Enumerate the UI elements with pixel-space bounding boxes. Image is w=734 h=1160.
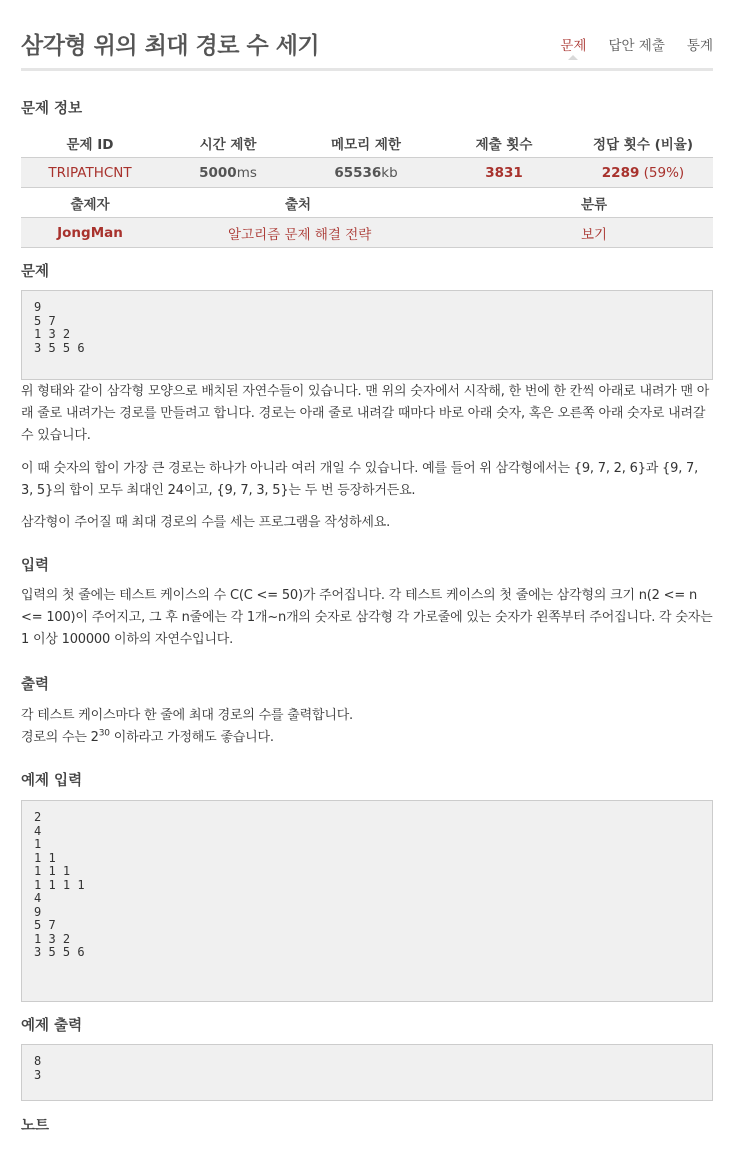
info-table-2 [21,188,713,248]
memory-limit-unit: kb [381,164,398,181]
info-header-row [21,128,713,158]
problem-paragraph-2: 이 때 숫자의 합이 가장 큰 경로는 하나가 아니라 여러 개일 수 있습니다. 예를 들어 위 삼각형에서는 {9, 7, 2, 6}과 {9, 7, 3, 5}의 합이 모두 최대인 24이고, {9, 7, 3, 5}는 두 번 등장하거든요. [21,461,699,498]
header-memory-limit: 메모리 제한 [331,136,401,153]
sample-output-box[interactable]: 8 3 [21,1044,713,1101]
output-line-1: 각 테스트 케이스마다 한 줄에 최대 경로의 수를 출력합니다. [21,708,353,723]
output-line-2-prefix: 경로의 수는 2 [21,730,99,745]
problem-paragraph-1: 위 형태와 같이 삼각형 모양으로 배치된 자연수들이 있습니다. 맨 위의 숫자에서 시작해, 한 번에 한 칸씩 아래로 내려가 맨 아래 줄로 내려가는 경로를 만들려고 합니다. 경로는 아래 줄로 내려갈 때마다 바로 아래 숫자, 혹은 오른쪽 아래 숫자로 내려갈 수 있습니다. [21,384,710,443]
page-container [21,0,713,1134]
memory-limit-cell [297,158,435,188]
time-limit-value: 5000 [199,164,237,181]
tab-submit[interactable]: 답안 제출 [608,38,665,54]
header-category: 분류 [581,196,608,213]
active-tab-caret-icon [568,55,578,60]
output-line-2-suffix: 이하라고 가정해도 좋습니다. [109,730,274,745]
time-limit-unit: ms [236,164,257,181]
author-link[interactable]: JongMan [21,218,159,248]
memory-limit-value: 65536 [334,164,382,181]
sample-output-heading: 예제 출력 [21,1018,83,1034]
accepted-ratio: (59%) [643,164,685,181]
header-submissions: 제출 횟수 [475,136,533,153]
tab-problem-label: 문제 [560,38,587,54]
problem-paragraph-3: 삼각형이 주어질 때 최대 경로의 수를 세는 프로그램을 작성하세요. [21,515,391,530]
accepted-cell [573,158,713,188]
info-value-row [21,158,713,188]
header-author: 출제자 [70,196,110,213]
output-line-2 [21,727,713,749]
submissions-value: 3831 [435,158,573,188]
category-toggle[interactable]: 보기 [573,218,713,248]
page-title: 삼각형 위의 최대 경로 수 세기 [21,33,320,59]
output-line-2-exponent: 30 [98,728,110,739]
input-description: 입력의 첫 줄에는 테스트 케이스의 수 C(C <= 50)가 주어집니다. 각 테스트 케이스의 첫 줄에는 삼각형의 크기 n(2 <= n <= 100)이 주어지고, 그 후 n줄에는 각 1개~n개의 숫자로 삼각형 각 가로줄에 있는 숫자가 왼쪽부터 주어집니다. 각 숫자는 1 이상 100000 이하의 자연수입니다. [21,588,713,647]
header-source: 출처 [285,196,312,213]
info-heading: 문제 정보 [21,101,83,117]
input-heading: 입력 [21,558,50,574]
sample-input-heading: 예제 입력 [21,773,83,789]
tab-problem[interactable] [560,34,586,54]
page-header [21,0,713,71]
accepted-value: 2289 [601,164,640,181]
sample-input-box[interactable]: 2 4 1 1 1 1 1 1 1 1 1 1 4 9 5 7 1 3 2 3 5 5 6 [21,800,713,1002]
header-problem-id: 문제 ID [66,136,114,153]
problem-heading: 문제 [21,264,50,280]
info-header-row-2 [21,188,713,218]
tab-stats[interactable]: 통계 [686,38,713,54]
header-accepted: 정답 횟수 (비율) [593,136,693,153]
header-time-limit: 시간 제한 [199,136,257,153]
triangle-example-box: 9 5 7 1 3 2 3 5 5 6 [21,290,713,380]
output-heading: 출력 [21,677,50,693]
time-limit-cell [159,158,297,188]
info-value-row-2 [21,218,713,248]
note-heading: 노트 [21,1118,50,1134]
info-table [21,128,713,188]
problem-id-value: TRIPATHCNT [21,158,159,188]
source-link[interactable]: 알고리즘 문제 해결 전략 [159,218,573,248]
tab-bar [560,34,713,54]
